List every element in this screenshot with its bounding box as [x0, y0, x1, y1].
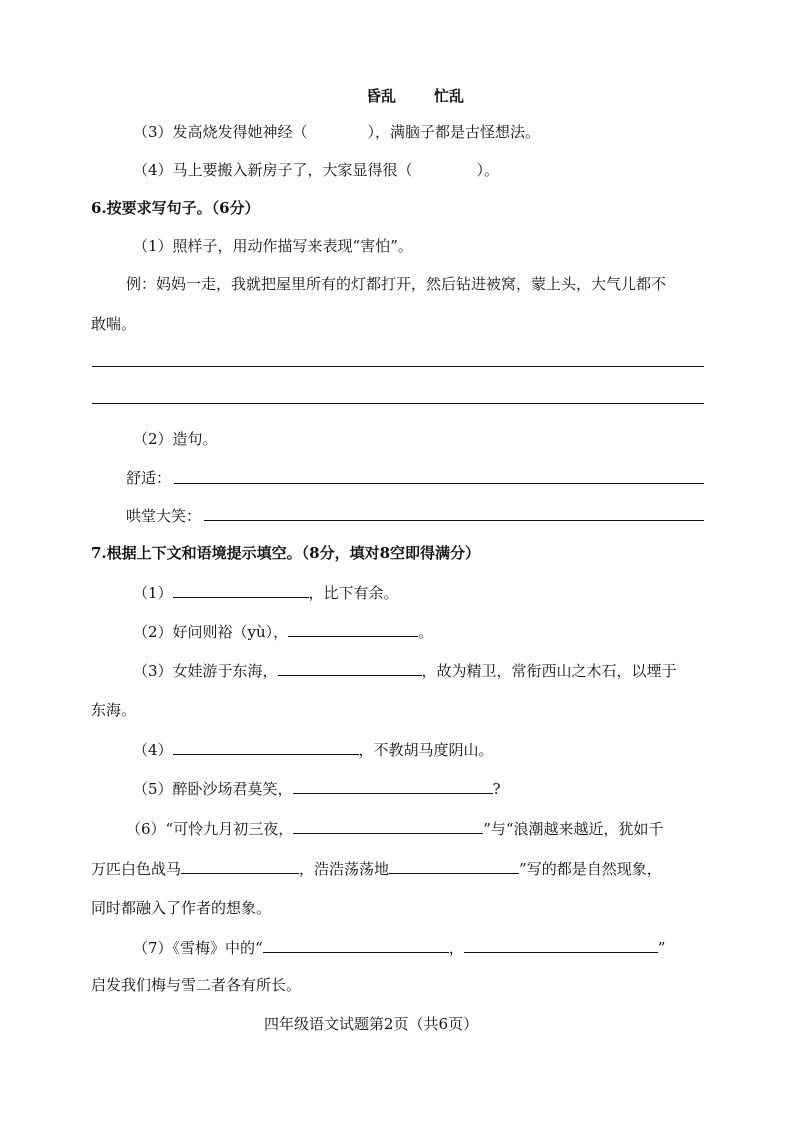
q7-item7-close: ”	[657, 939, 666, 957]
q7-item7-line2: 启发我们梅与雪二者各有所长。	[91, 976, 302, 994]
q7-item7-comma: ，	[448, 939, 464, 957]
q5-item3-close: ），满脑子都是古怪想法。	[367, 123, 541, 141]
q7-item6-blank3[interactable]	[389, 858, 519, 874]
q7-item4-blank[interactable]	[173, 739, 359, 755]
q7-item7-blank1[interactable]	[263, 937, 449, 953]
q5-item3	[133, 122, 540, 142]
q6-word1: 舒适：	[126, 469, 172, 487]
q7-item1	[133, 582, 399, 603]
q7-item5-blank[interactable]	[293, 778, 493, 794]
q7-item1-label: （1）	[133, 584, 173, 602]
q6-example-line2: 敢喘。	[91, 315, 137, 333]
q5-item4-close: ）。	[476, 161, 500, 179]
q7-item5-tail: ?	[492, 780, 501, 798]
q7-item4-tail: ，不教胡马度阴山。	[358, 741, 494, 759]
q7-item3-tail: ，故为精卫，常衔西山之木石，以堙于	[421, 662, 677, 680]
q7-item3-label: （3）女娃游于东海，	[133, 662, 278, 680]
q7-item6-blank2[interactable]	[181, 858, 299, 874]
q6-example-line1: 例：妈妈一走，我就把屋里所有的灯都打开，然后钻进被窝，蒙上头，大气儿都不	[126, 275, 667, 293]
q6-heading: 6.按要求写句子。（6分）	[91, 199, 260, 217]
q7-item5-label: （5）醉卧沙场君莫笑，	[133, 780, 293, 798]
q7-item6-blank1[interactable]	[293, 818, 483, 834]
answer-line-2[interactable]	[92, 403, 704, 404]
q7-item1-blank[interactable]	[173, 582, 309, 598]
q7-heading: 7.根据上下文和语境提示填空。（8分，填对8空即得满分）	[91, 544, 481, 562]
q7-item6-line2-a: 万匹白色战马	[91, 860, 182, 878]
page-footer: 四年级语文试题第2页（共6页）	[264, 1015, 479, 1033]
q7-item5	[133, 778, 501, 799]
q7-item4-label: （4）	[133, 741, 173, 759]
q7-item1-tail: ，比下有余。	[308, 584, 399, 602]
answer-line-1[interactable]	[92, 366, 704, 367]
q7-item2-label: （2）好问则裕（yù），	[133, 623, 289, 641]
q7-item6-label: （6）“可怜九月初三夜，	[126, 820, 294, 838]
q5-item4-label: （4）马上要搬入新房子了，大家显得很（	[133, 161, 413, 179]
q7-item4	[133, 739, 494, 760]
q7-item7-blank2[interactable]	[464, 937, 658, 953]
q6-sub2: （2）造句。	[133, 430, 218, 448]
word-option-2: 忙乱	[434, 87, 465, 105]
q7-item3-line2: 东海。	[91, 701, 137, 719]
q7-item2	[133, 621, 433, 642]
answer-line-word2[interactable]	[204, 520, 704, 521]
q7-item3-blank[interactable]	[278, 660, 422, 676]
q6-word2: 哄堂大笑：	[126, 507, 202, 525]
q7-item7-label: （7）《雪梅》中的“	[133, 939, 263, 957]
q7-item6	[126, 818, 664, 839]
q5-item4	[133, 160, 499, 180]
q7-item6-line2-c: ”写的都是自然现象，	[519, 860, 662, 878]
q7-item6-mid: ”与“浪潮越来越近，犹如千	[483, 820, 664, 838]
q7-item6-line2	[91, 858, 662, 879]
q7-item2-blank[interactable]	[288, 621, 418, 637]
q5-item3-label: （3）发高烧发得她神经（	[133, 123, 308, 141]
q6-sub1: （1）照样子，用动作描写来表现“害怕”。	[133, 237, 413, 255]
q7-item6-line3: 同时都融入了作者的想象。	[91, 899, 272, 917]
q7-item3	[133, 660, 677, 681]
answer-line-word1[interactable]	[174, 483, 704, 484]
q7-item7	[133, 937, 665, 958]
q7-item2-tail: 。	[418, 623, 434, 641]
q7-item6-line2-b: ，浩浩荡荡地	[299, 860, 390, 878]
word-option-1: 昏乱	[366, 87, 397, 105]
